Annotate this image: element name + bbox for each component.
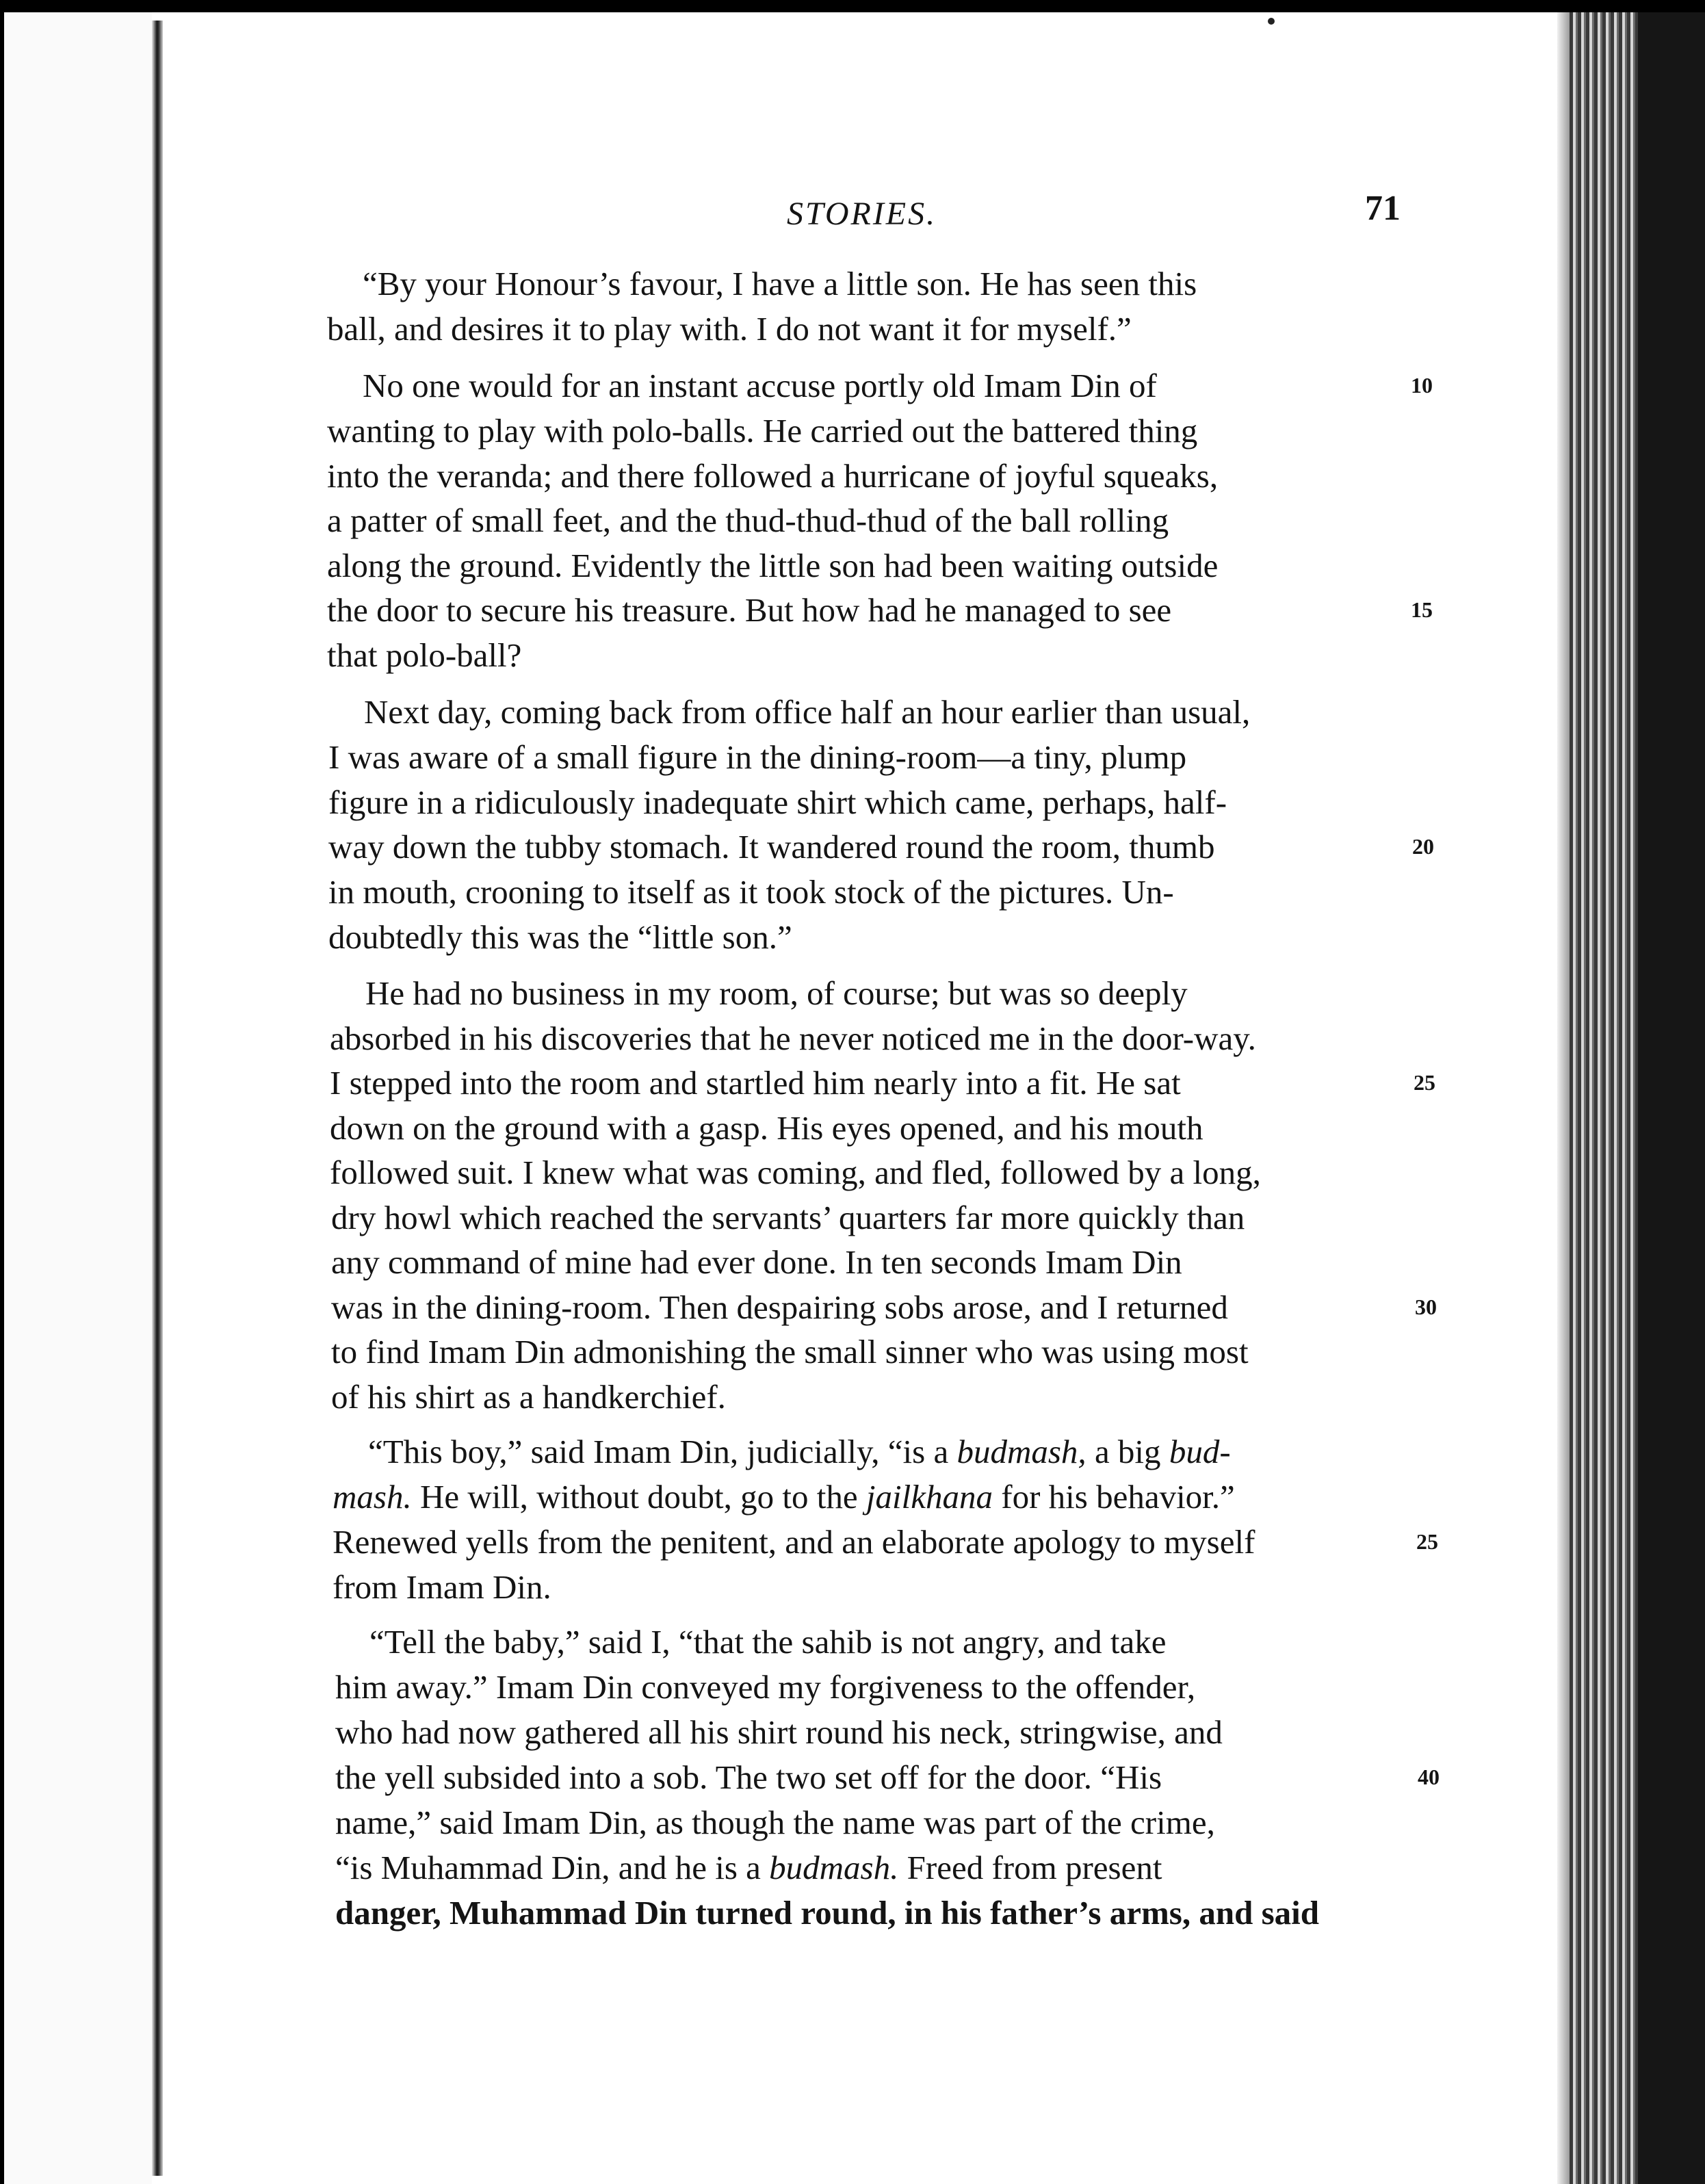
book-gutter	[152, 21, 163, 2176]
text-line: of his shirt as a handkerchief.	[331, 1378, 726, 1416]
margin-line-number: 25	[1416, 1529, 1438, 1554]
text-line: into the veranda; and there followed a hurricane of joyful squeaks,	[327, 457, 1219, 495]
text-line: the door to secure his treasure. But how had he managed to see	[327, 591, 1172, 629]
text-line: way down the tubby stomach. It wandered round the room, thumb	[328, 828, 1215, 866]
text-line: in mouth, crooning to itself as it took stock of the pictures. Un-	[328, 873, 1174, 911]
scan-border-top	[0, 0, 1705, 12]
text-line: from Imam Din.	[333, 1568, 551, 1606]
text-line: wanting to play with polo-balls. He carried out the battered thing	[327, 412, 1198, 450]
text-line: I stepped into the room and startled him nearly into a fit. He sat	[330, 1064, 1181, 1102]
text-line: a patter of small feet, and the thud-thud-thud of the ball rolling	[327, 502, 1169, 539]
page-shadow	[1557, 12, 1570, 2184]
text-line: “Tell the baby,” said I, “that the sahib is not angry, and take	[369, 1623, 1167, 1661]
page-number: 71	[1365, 189, 1401, 228]
text-line: dry howl which reached the servants’ quarters far more quickly than	[331, 1199, 1245, 1236]
page-stack-edges	[1570, 12, 1638, 2184]
text-line: “is Muhammad Din, and he is a budmash. Freed from present	[335, 1849, 1162, 1886]
margin-line-number: 15	[1411, 597, 1433, 622]
margin-line-number: 40	[1418, 1765, 1440, 1789]
scan-speck	[1268, 18, 1275, 25]
margin-line-number: 25	[1414, 1070, 1435, 1095]
text-line: mash. He will, without doubt, go to the jailkhana for his behavior.”	[333, 1478, 1235, 1516]
text-line: the yell subsided into a sob. The two set off for the door. “His	[335, 1758, 1162, 1796]
text-line: any command of mine had ever done. In ten seconds Imam Din	[331, 1243, 1182, 1281]
text-line: followed suit. I knew what was coming, and fled, followed by a long,	[330, 1154, 1261, 1191]
text-line: him away.” Imam Din conveyed my forgiveness to the offender,	[335, 1668, 1196, 1706]
text-line: figure in a ridiculously inadequate shirt which came, perhaps, half-	[328, 783, 1227, 821]
text-line: doubtedly this was the “little son.”	[328, 918, 792, 956]
scan-border-left	[0, 0, 4, 2184]
text-line: “By your Honour’s favour, I have a little son. He has seen this	[363, 265, 1197, 302]
text-line: He had no business in my room, of course; but was so deeply	[365, 974, 1188, 1012]
running-header-title: STORIES.	[787, 196, 937, 232]
text-line: to find Imam Din admonishing the small sinner who was using most	[331, 1333, 1249, 1370]
text-line: I was aware of a small figure in the dining-room—a tiny, plump	[328, 738, 1187, 776]
text-line: was in the dining-room. Then despairing sobs arose, and I returned	[331, 1288, 1228, 1326]
text-line: ball, and desires it to play with. I do not want it for myself.”	[327, 310, 1132, 348]
book-cover-edge	[1638, 12, 1705, 2184]
margin-line-number: 10	[1411, 373, 1433, 398]
text-line: Next day, coming back from office half an hour earlier than usual,	[364, 693, 1251, 731]
margin-line-number: 30	[1415, 1295, 1437, 1319]
margin-line-number: 20	[1412, 834, 1434, 859]
text-line: Renewed yells from the penitent, and an elaborate apology to myself	[333, 1523, 1255, 1561]
facing-page-edge	[4, 12, 152, 2184]
text-line: along the ground. Evidently the little son had been waiting outside	[327, 547, 1219, 584]
text-line: down on the ground with a gasp. His eyes opened, and his mouth	[330, 1109, 1203, 1147]
text-line: that polo-ball?	[327, 636, 522, 674]
text-line: No one would for an instant accuse portly old Imam Din of	[363, 367, 1157, 404]
text-line: name,” said Imam Din, as though the name was part of the crime,	[335, 1804, 1215, 1841]
text-line: “This boy,” said Imam Din, judicially, “is a budmash, a big bud-	[368, 1433, 1231, 1470]
text-line: danger, Muhammad Din turned round, in his father’s arms, and said	[335, 1894, 1320, 1932]
text-line: who had now gathered all his shirt round his neck, stringwise, and	[335, 1713, 1223, 1751]
text-line: absorbed in his discoveries that he never noticed me in the door-way.	[330, 1019, 1256, 1057]
